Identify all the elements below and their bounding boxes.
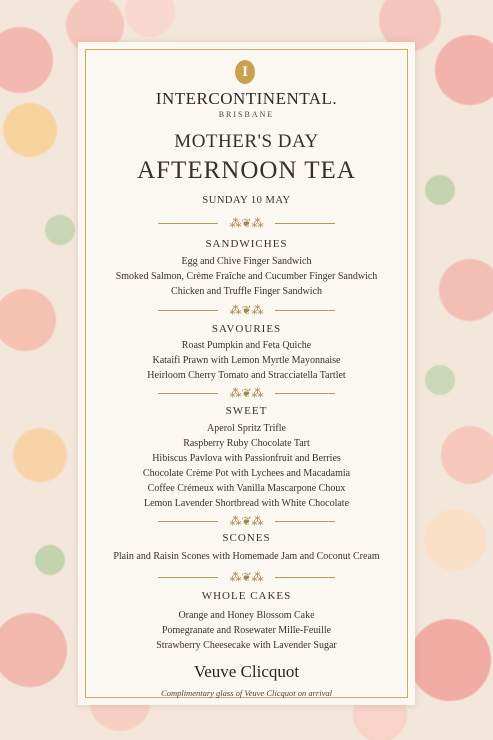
menu-item: Smoked Salmon, Crème Fraîche and Cucumber Finger Sandwich [115, 271, 378, 282]
section-heading-sandwiches: SANDWICHES [205, 238, 288, 250]
divider-ornament [158, 303, 335, 317]
menu-item: Egg and Chive Finger Sandwich [181, 256, 312, 267]
divider-ornament [158, 216, 335, 230]
menu-item: Lemon Lavender Shortbread with White Chocolate [143, 498, 350, 509]
ornament-icon: ⁂❦⁂ [229, 514, 264, 528]
ornament-icon: ⁂❦⁂ [229, 386, 264, 400]
menu-item: Orange and Honey Blossom Cake [178, 610, 315, 621]
section-heading-savouries: SAVOURIES [211, 323, 282, 335]
menu-item: Roast Pumpkin and Feta Quiche [181, 340, 312, 351]
menu-item: Raspberry Ruby Chocolate Tart [183, 438, 310, 449]
menu-item: Heirloom Cherry Tomato and Stracciatella Tartlet [147, 370, 346, 381]
menu-item: Plain and Raisin Scones with Homemade Jam and Coconut Cream [113, 551, 380, 562]
ornament-icon: ⁂❦⁂ [229, 216, 264, 230]
divider-ornament [158, 514, 335, 528]
menu-item: Kataifi Prawn with Lemon Myrtle Mayonnaise [152, 355, 341, 366]
section-heading-whole-cakes: WHOLE CAKES [201, 590, 292, 602]
title-mothers-day: MOTHER'S DAY [174, 131, 319, 152]
brand-name: INTERCONTINENTAL. [155, 89, 338, 108]
menu-item: Strawberry Cheesecake with Lavender Sugar [156, 640, 337, 651]
menu-item: Hibiscus Pavlova with Passionfruit and Berries [152, 453, 341, 464]
divider-ornament [158, 386, 335, 400]
ornament-icon: ⁂❦⁂ [229, 570, 264, 584]
title-afternoon-tea: AFTERNOON TEA [137, 157, 356, 184]
brand-location: BRISBANE [218, 110, 275, 119]
menu-item: Coffee Crémeux with Vanilla Mascarpone Choux [147, 483, 346, 494]
intercontinental-logo-icon: I [235, 60, 255, 84]
section-heading-sweet: SWEET [225, 405, 268, 417]
menu-item: Aperol Spritz Trifle [207, 423, 286, 434]
menu-card [78, 42, 415, 705]
sponsor-logo-veuve-clicquot: Veuve Clicquot [193, 662, 300, 681]
menu-item: Chocolate Crème Pot with Lychees and Macadamia [142, 468, 351, 479]
event-date: SUNDAY 10 MAY [202, 195, 291, 206]
section-heading-scones: SCONES [222, 532, 271, 544]
divider-ornament [158, 570, 335, 584]
complimentary-note: Complimentary glass of Veuve Clicquot on arrival [161, 688, 332, 698]
menu-item: Chicken and Truffle Finger Sandwich [171, 286, 322, 297]
menu-item: Pomegranate and Rosewater Mille-Feuille [161, 625, 332, 636]
ornament-icon: ⁂❦⁂ [229, 303, 264, 317]
